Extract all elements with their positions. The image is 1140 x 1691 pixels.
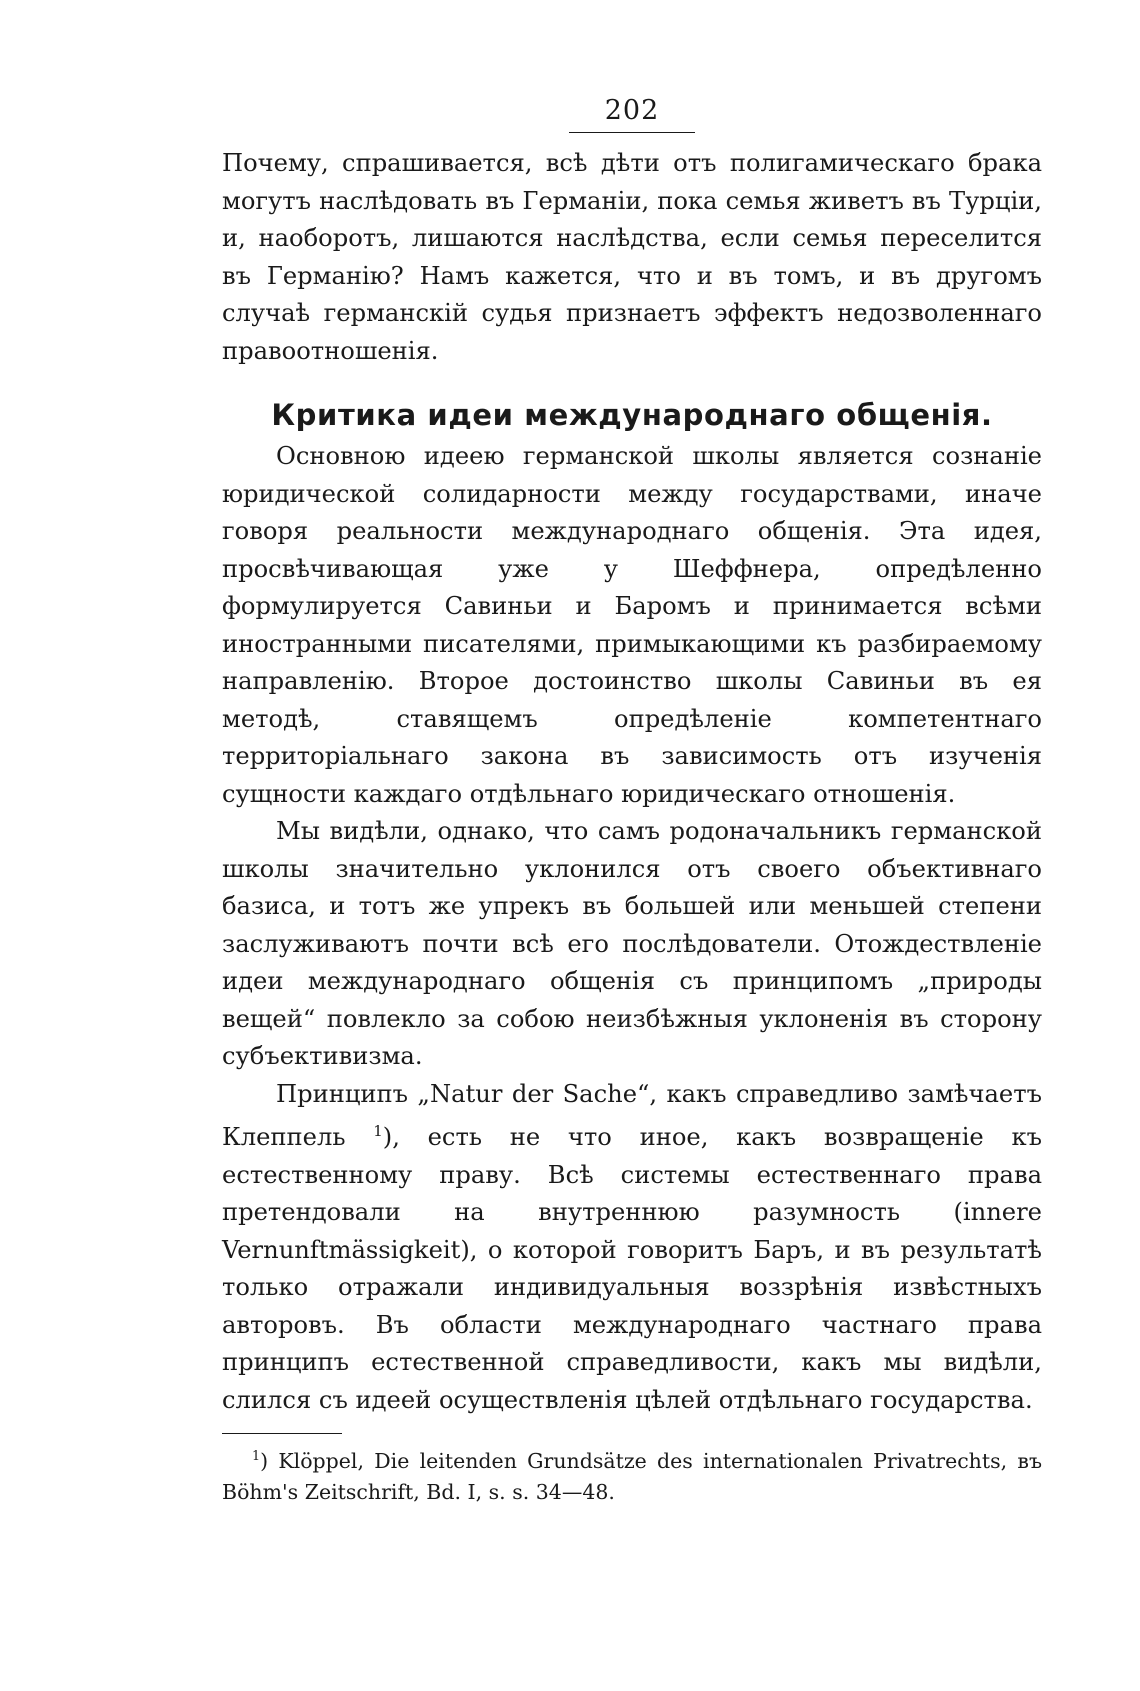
paragraph-4-text-b: ), есть не что иное, какъ возвращеніе къ естественному праву. Всѣ системы естественнаго права претендовали на внутреннюю разумность (innere Vernunftmässigkeit), о которой говоритъ Баръ, и въ результатѣ только отражали индивидуальныя воззрѣнія извѣстныхъ авторовъ. Въ области международнаго частнаго права принципъ естественной справедливости, какъ мы видѣли, слился съ идеей осуществленія цѣлей отдѣльнаго государства.: [222, 1123, 1042, 1414]
footnote-mark: 1: [252, 1448, 261, 1464]
paragraph-3: Мы видѣли, однако, что самъ родоначальникъ германской школы значительно уклонился отъ своего объективнаго базиса, и тотъ же упрекъ въ большей или меньшей степени заслуживаютъ почти всѣ его послѣдователи. Отождествленіе идеи международнаго общенія съ принципомъ „природы вещей“ повлекло за собою неизбѣжныя уклоненія въ сторону субъективизма.: [222, 817, 1042, 1070]
paragraph-1: Почему, спрашивается, всѣ дѣти отъ полигамическаго брака могутъ наслѣдовать въ Германіи, пока семья живетъ въ Турціи, и, наоборотъ, лишаются наслѣдства, если семья переселится въ Германію? Намъ кажется, что и въ томъ, и въ другомъ случаѣ германскій судья признаетъ эффектъ недозволеннаго правоотношенія.: [222, 149, 1042, 365]
footnote-text: ) Klöppel, Die leitenden Grundsätze des internationalen Privatrechts, въ Böhm's Zeitschrift, Bd. I, s. s. 34—48.: [222, 1448, 1042, 1504]
section-heading: Критика идеи международнаго общенія.: [271, 398, 993, 432]
page-number: 202: [222, 95, 1042, 133]
paragraph-4: [222, 1076, 1042, 1420]
footnote-reference: 1: [373, 1122, 383, 1140]
paragraph-4-text-a: Принципъ „Natur der Sache“, какъ справедливо замѣчаетъ Клеппель: [222, 1079, 1042, 1152]
paragraph-2: Основною идеею германской школы является сознаніе юридической солидарности между государствами, иначе говоря реальности международнаго общенія. Эта идея, просвѣчивающая уже у Шеффнера, опредѣленно формулируется Савиньи и Баромъ и принимается всѣми иностранными писателями, примыкающими къ разбираемому направленію. Второе достоинство школы Савиньи въ ея методѣ, ставящемъ опредѣленіе компетентнаго территоріальнаго закона въ зависимость отъ изученія сущности каждаго отдѣльнаго юридическаго отношенія.: [222, 442, 1042, 808]
footnote-separator: [222, 1433, 342, 1434]
book-page: [222, 95, 1042, 1508]
footnote: [222, 1440, 1042, 1508]
